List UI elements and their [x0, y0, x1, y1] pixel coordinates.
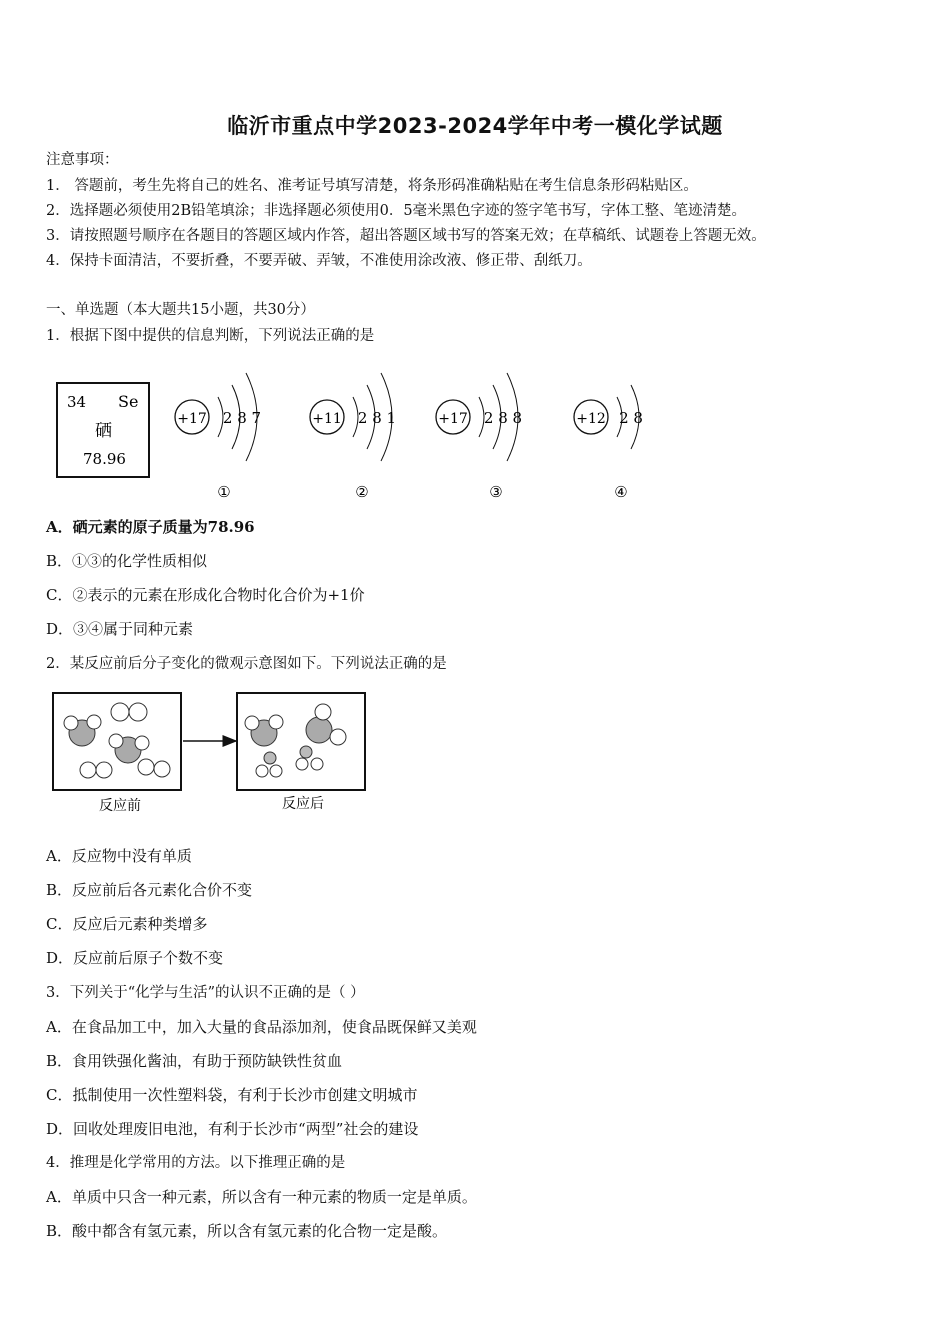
notice-item: 2．选择题必须使用2B铅笔填涂；非选择题必须使用0．5毫米黑色字迹的签字笔书写，字体工整、笔迹清楚。: [46, 203, 747, 219]
atom-diagram: [574, 385, 643, 501]
option-c: C．抵制使用一次性塑料袋，有利于长沙市创建文明城市: [46, 1086, 418, 1104]
atom-diagram: [310, 373, 396, 501]
before-box: [53, 693, 181, 790]
atom-structure-figure: [40, 350, 680, 510]
notice-item: 1． 答题前，考生先将自己的姓名、准考证号填写清楚，将条形码准确粘贴在考生信息条形码粘贴区。: [46, 178, 698, 194]
option-b: B．食用铁强化酱油，有助于预防缺铁性贫血: [46, 1052, 343, 1070]
atom-label: ②: [355, 483, 369, 501]
nucleus-charge: +12: [576, 411, 606, 427]
shell-electrons: 2 8 1: [357, 409, 397, 427]
after-box: [237, 693, 365, 790]
atom-label: ①: [217, 483, 231, 501]
option-c: C．②表示的元素在形成化合物时化合价为+1价: [46, 586, 365, 604]
option-d: D．回收处理废旧电池，有利于长沙市“两型”社会的建设: [46, 1120, 419, 1138]
shell-electrons: 2 8 8: [483, 409, 523, 427]
option-a: A．单质中只含一种元素，所以含有一种元素的物质一定是单质。: [46, 1188, 477, 1206]
section-heading: 一、单选题（本大题共15小题，共30分）: [46, 302, 315, 318]
nucleus-charge: +17: [177, 411, 207, 427]
option-a: A．反应物中没有单质: [46, 847, 192, 865]
option-b: B．反应前后各元素化合价不变: [46, 881, 253, 899]
after-label: 反应后: [282, 796, 324, 812]
shell-electrons: 2 8 7: [222, 409, 262, 427]
element-card: [57, 383, 149, 477]
option-d: D．③④属于同种元素: [46, 620, 194, 638]
shell-electrons: 2 8: [619, 409, 643, 427]
notice-heading: 注意事项：: [46, 152, 119, 168]
notice-item: 3．请按照题号顺序在各题目的答题区域内作答，超出答题区域书写的答案无效；在草稿纸、试题卷上答题无效。: [46, 228, 766, 244]
reaction-figure: [40, 685, 380, 820]
nucleus-charge: +11: [312, 411, 342, 427]
atom-label: ③: [489, 483, 503, 501]
nucleus-charge: +17: [438, 411, 468, 427]
before-label: 反应前: [99, 798, 141, 814]
element-name: 硒: [95, 421, 112, 441]
element-symbol: Se: [118, 392, 139, 411]
page-title: 临沂市重点中学2023-2024学年中考一模化学试题: [227, 114, 723, 138]
question-1-stem: 1．根据下图中提供的信息判断，下列说法正确的是: [46, 328, 375, 344]
element-number: 34: [67, 393, 87, 411]
option-a: A．硒元素的原子质量为78.96: [46, 518, 255, 536]
option-b: B．①③的化学性质相似: [46, 552, 208, 570]
option-a: A．在食品加工中，加入大量的食品添加剂，使食品既保鲜又美观: [46, 1018, 477, 1036]
question-2-stem: 2．某反应前后分子变化的微观示意图如下。下列说法正确的是: [46, 656, 447, 672]
atom-diagram: [175, 373, 261, 501]
option-d: D．反应前后原子个数不变: [46, 949, 224, 967]
option-b: B．酸中都含有氢元素，所以含有氢元素的化合物一定是酸。: [46, 1222, 448, 1240]
element-mass: 78.96: [83, 450, 126, 468]
option-c: C．反应后元素种类增多: [46, 915, 208, 933]
atom-label: ④: [614, 483, 628, 501]
atom-diagram: [436, 373, 522, 501]
notice-item: 4．保持卡面清洁，不要折叠，不要弄破、弄皱，不准使用涂改液、修正带、刮纸刀。: [46, 253, 592, 269]
question-3-stem: 3．下列关于“化学与生活”的认识不正确的是（ ）: [46, 985, 365, 1001]
question-4-stem: 4．推理是化学常用的方法。以下推理正确的是: [46, 1155, 346, 1171]
